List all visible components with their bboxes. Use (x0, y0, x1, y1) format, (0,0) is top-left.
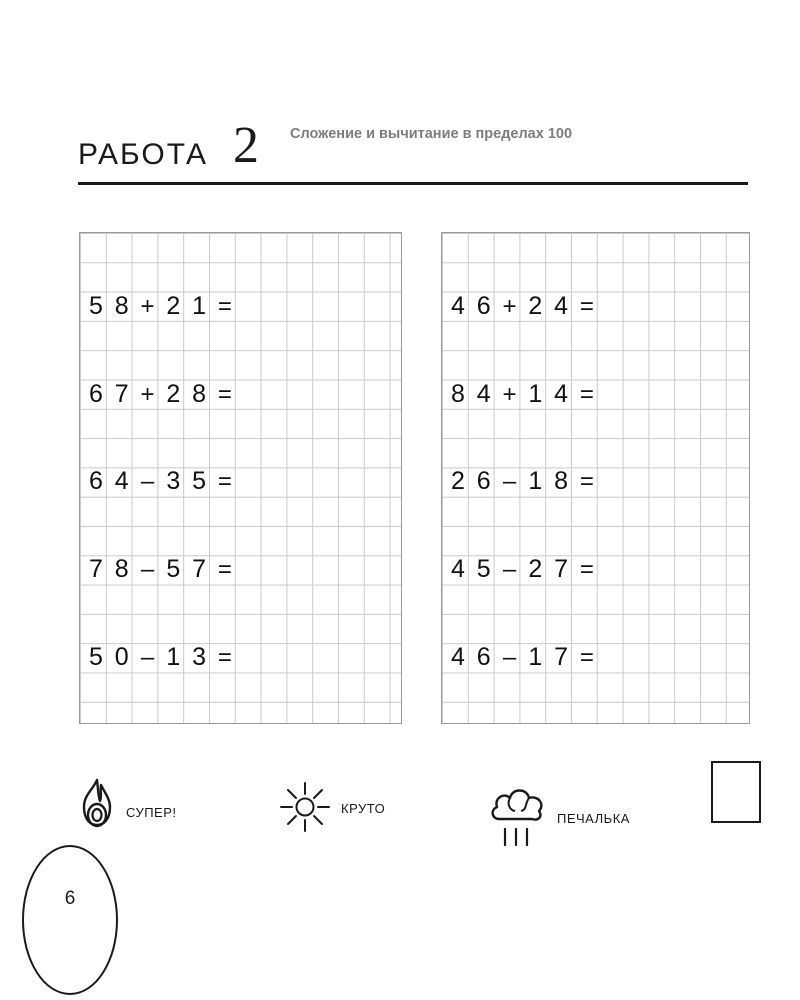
digit: 8 (192, 379, 207, 408)
digit: 5 (192, 467, 207, 496)
digit: 2 (528, 291, 543, 320)
digit: 2 (166, 379, 181, 408)
operator: – (502, 644, 517, 672)
page-number: 6 (64, 888, 76, 909)
task-row (80, 292, 401, 321)
digit: 6 (476, 467, 491, 496)
header-divider (78, 182, 748, 185)
left-answer-grid (79, 232, 402, 724)
digit: 8 (114, 291, 129, 320)
digit: 1 (528, 379, 543, 408)
equals-sign: = (217, 292, 232, 320)
digit: 7 (114, 379, 129, 408)
digit: 3 (192, 643, 207, 672)
page-title: РАБОТА (78, 138, 209, 171)
task-row (80, 380, 401, 409)
equals-sign: = (579, 380, 594, 408)
digit: 4 (476, 379, 491, 408)
task-row (442, 555, 749, 584)
self-assessment-row (70, 755, 770, 865)
operator: – (502, 468, 517, 496)
digit: 7 (554, 643, 569, 672)
digit: 4 (114, 467, 129, 496)
digit: 7 (192, 555, 207, 584)
digit: 4 (554, 379, 569, 408)
digit: 8 (114, 555, 129, 584)
digit: 8 (450, 379, 465, 408)
equals-sign: = (217, 380, 232, 408)
work-number: 2 (233, 117, 259, 174)
worksheet-header (78, 110, 748, 190)
task-row (80, 467, 401, 496)
equals-sign: = (579, 644, 594, 672)
task-row (442, 292, 749, 321)
feedback-label: ПЕЧАЛЬКА (557, 811, 630, 826)
operator: – (140, 556, 155, 584)
equals-sign: = (217, 468, 232, 496)
digit: 2 (166, 291, 181, 320)
operator: – (140, 468, 155, 496)
topic-subtitle: Сложение и вычитание в пределах 100 (290, 126, 573, 142)
digit: 6 (476, 291, 491, 320)
flame-icon (76, 777, 118, 848)
digit: 5 (476, 555, 491, 584)
task-row (80, 555, 401, 584)
right-answer-grid (441, 232, 750, 724)
digit: 7 (88, 555, 103, 584)
digit: 7 (554, 555, 569, 584)
digit: 4 (450, 643, 465, 672)
equals-sign: = (217, 644, 232, 672)
digit: 4 (450, 555, 465, 584)
operator: + (502, 292, 517, 320)
digit: 8 (554, 467, 569, 496)
feedback-option-cool[interactable] (277, 777, 385, 840)
digit: 4 (554, 291, 569, 320)
digit: 6 (88, 467, 103, 496)
digit: 5 (88, 643, 103, 672)
digit: 2 (528, 555, 543, 584)
feedback-option-sad[interactable] (487, 777, 630, 860)
digit: 1 (166, 643, 181, 672)
task-row (442, 380, 749, 409)
digit: 1 (528, 467, 543, 496)
page-number-shape (22, 845, 118, 995)
feedback-checkbox[interactable] (711, 761, 761, 823)
equals-sign: = (579, 556, 594, 584)
operator: – (140, 644, 155, 672)
feedback-label: СУПЕР! (126, 805, 177, 820)
task-row (442, 643, 749, 672)
operator: + (502, 380, 517, 408)
feedback-label: КРУТО (341, 801, 386, 816)
equals-sign: = (579, 292, 594, 320)
rain-cloud-icon (487, 777, 549, 860)
task-row (442, 467, 749, 496)
digit: 3 (166, 467, 181, 496)
digit: 6 (476, 643, 491, 672)
operator: + (140, 380, 155, 408)
digit: 2 (450, 467, 465, 496)
operator: – (502, 556, 517, 584)
feedback-option-super[interactable] (76, 777, 177, 848)
sun-icon (277, 777, 333, 840)
digit: 6 (88, 379, 103, 408)
equals-sign: = (217, 556, 232, 584)
operator: + (140, 292, 155, 320)
digit: 1 (192, 291, 207, 320)
digit: 5 (88, 291, 103, 320)
task-row (80, 643, 401, 672)
digit: 4 (450, 291, 465, 320)
digit: 1 (528, 643, 543, 672)
digit: 5 (166, 555, 181, 584)
equals-sign: = (579, 468, 594, 496)
digit: 0 (114, 643, 129, 672)
